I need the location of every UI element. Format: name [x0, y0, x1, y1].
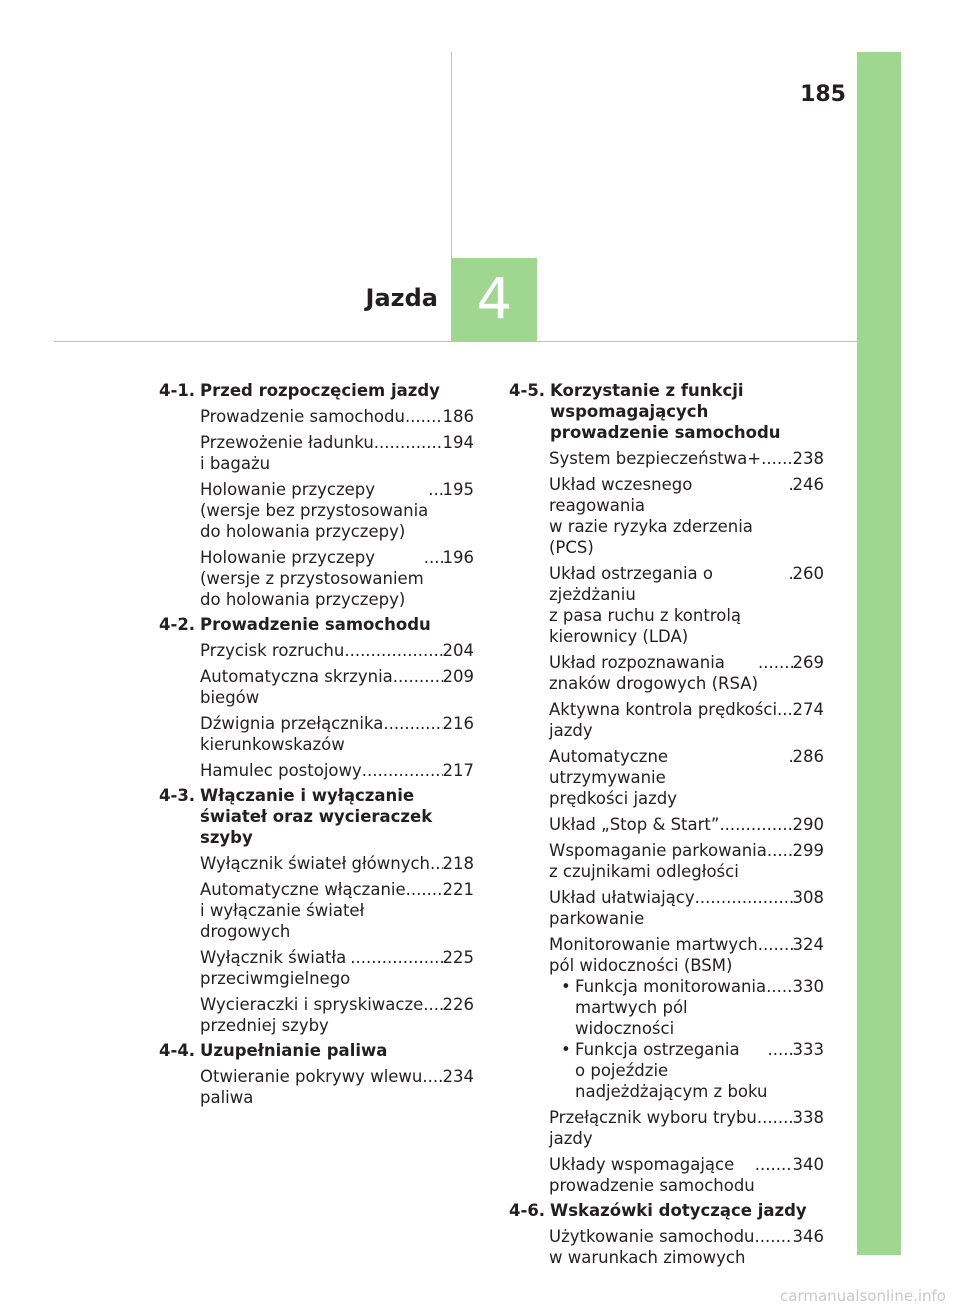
toc-entry-text — [200, 994, 443, 1036]
toc-entry-page: 195 — [442, 480, 474, 499]
dot-leader — [393, 666, 443, 687]
dot-leader — [767, 840, 793, 861]
toc-entry-text — [549, 474, 793, 558]
bullet-icon: • — [561, 977, 571, 996]
dot-leader — [758, 934, 793, 955]
toc-entry-text — [200, 406, 443, 427]
toc-entry-page: 194 — [442, 433, 474, 452]
toc-section — [159, 380, 474, 610]
toc-subentry[interactable] — [509, 976, 824, 1039]
toc-subentry-text — [575, 1039, 793, 1102]
toc-entry-page: 196 — [442, 548, 474, 567]
toc-entry-page: 290 — [792, 815, 824, 834]
section-number: 4-5. — [509, 381, 546, 400]
section-heading[interactable] — [509, 380, 824, 443]
bullet-icon: • — [561, 1040, 571, 1059]
toc-subentry-text — [575, 976, 793, 1039]
toc-entry-text — [549, 814, 793, 835]
section-title: Włączanie i wyłączanie świateł oraz wycieraczek szyby — [200, 786, 433, 847]
dot-leader — [757, 1107, 793, 1128]
toc-entry-title: Dźwignia przełącznika kierunkowskazów — [200, 714, 384, 754]
toc-entry-page: 217 — [442, 761, 474, 780]
toc-entry[interactable] — [159, 406, 474, 427]
toc-entry-page: 338 — [792, 1108, 824, 1127]
dot-leader — [766, 976, 792, 997]
toc-entry-title: Przełącznik wyboru trybu jazdy — [549, 1108, 757, 1148]
dot-leader — [374, 432, 443, 453]
toc-entry-title: Automatyczna skrzynia biegów — [200, 667, 393, 707]
toc-entry[interactable] — [159, 713, 474, 755]
dot-leader — [405, 406, 443, 427]
toc-entry-title: Układ „Stop & Start” — [549, 815, 720, 834]
toc-section — [159, 614, 474, 781]
toc-entry-text — [200, 666, 443, 708]
toc-entry-page: 225 — [442, 948, 474, 967]
toc-entry-page: 340 — [792, 1155, 824, 1174]
dot-leader — [428, 479, 442, 500]
toc-entry-title: Aktywna kontrola prędkości jazdy — [549, 700, 778, 740]
chapter-tab-strip — [857, 52, 901, 1255]
toc-entry[interactable] — [509, 474, 824, 558]
toc-entry-title: Przewożenie ładunku i bagażu — [200, 433, 374, 473]
toc-entry-page: 286 — [792, 747, 824, 766]
toc-entry[interactable] — [159, 432, 474, 474]
toc-entry[interactable] — [509, 934, 824, 976]
toc-entry[interactable] — [509, 1154, 824, 1196]
toc-entry[interactable] — [159, 947, 474, 989]
section-title: Prowadzenie samochodu — [200, 615, 431, 634]
toc-entry-text — [200, 1066, 443, 1108]
toc-entry-text — [549, 1154, 793, 1196]
toc-entry[interactable] — [509, 1107, 824, 1149]
dot-leader — [423, 994, 442, 1015]
toc-entry-page: 221 — [442, 880, 474, 899]
toc-entry-page: 274 — [792, 700, 824, 719]
toc-entry-text — [549, 699, 793, 741]
toc-entry-title: Holowanie przyczepy (wersje z przystosowaniem do holowania przyczepy) — [200, 548, 424, 609]
page-number: 185 — [800, 82, 846, 107]
toc-entry[interactable] — [159, 853, 474, 874]
toc-entry-text — [549, 746, 793, 809]
toc-entry-text — [549, 563, 793, 647]
toc-entry-title: Użytkowanie samochodu w warunkach zimowych — [549, 1227, 755, 1267]
toc-entry[interactable] — [509, 652, 824, 694]
toc-entry-title: System bezpieczeństwa+ — [549, 449, 762, 468]
section-title: Przed rozpoczęciem jazdy — [200, 381, 440, 400]
section-heading[interactable] — [159, 1040, 474, 1061]
dot-leader — [350, 947, 442, 968]
toc-entry-page: 238 — [792, 449, 824, 468]
toc-subentry-page: 333 — [792, 1040, 824, 1059]
toc-entry-text — [200, 547, 443, 610]
toc-subentry-title: Funkcja monitorowania martwych pól widoczności — [575, 977, 767, 1038]
section-number: 4-6. — [509, 1201, 546, 1220]
toc-entry-title: Wyłącznik świateł głównych — [200, 854, 431, 873]
toc-entry-text — [549, 1226, 793, 1268]
toc-entry-title: Układ wczesnego reagowania w razie ryzyka zderzenia (PCS) — [549, 475, 753, 557]
toc-entry-page: 324 — [792, 935, 824, 954]
toc-entry-title: Układy wspomagające prowadzenie samochodu — [549, 1155, 755, 1195]
section-title: Uzupełnianie paliwa — [200, 1041, 388, 1060]
toc-entry-text — [549, 1107, 793, 1149]
dot-leader — [362, 760, 443, 781]
dot-leader — [406, 879, 443, 900]
dot-leader — [758, 652, 792, 673]
toc-entry-title: Wyłącznik światła przeciwmgielnego — [200, 948, 351, 988]
toc-entry[interactable] — [159, 640, 474, 661]
chapter-title: Jazda — [365, 284, 438, 312]
toc-entry[interactable] — [509, 887, 824, 929]
toc-entry-text — [549, 448, 793, 469]
toc-entry-title: Przycisk rozruchu — [200, 641, 345, 660]
section-title: Korzystanie z funkcji wspomagających prowadzenie samochodu — [550, 381, 781, 442]
toc-entry-page: 216 — [442, 714, 474, 733]
section-title: Wskazówki dotyczące jazdy — [550, 1201, 807, 1220]
toc-subentry-page: 330 — [792, 977, 824, 996]
toc-entry[interactable] — [159, 879, 474, 942]
toc-entry-text — [200, 760, 443, 781]
toc-entry-text — [200, 479, 443, 542]
toc-entry-title: Monitorowanie martwych pól widoczności (BSM) — [549, 935, 758, 975]
toc-entry[interactable] — [509, 448, 824, 469]
toc-entry[interactable] — [159, 547, 474, 610]
toc-entry-title: Wycieraczki i spryskiwacze przedniej szyby — [200, 995, 424, 1035]
dot-leader — [695, 887, 793, 908]
toc-entry-page: 346 — [792, 1227, 824, 1246]
dot-leader — [768, 1039, 793, 1060]
toc-entry-text — [200, 713, 443, 755]
toc-entry-text — [200, 853, 443, 874]
dot-leader — [761, 448, 792, 469]
toc-entry-page: 226 — [442, 995, 474, 1014]
toc-entry[interactable] — [509, 840, 824, 882]
dot-leader — [422, 1066, 442, 1087]
toc-subentry-title: Funkcja ostrzegania o pojeździe nadjeżdżającym z boku — [575, 1040, 768, 1101]
dot-leader — [777, 699, 792, 720]
toc-section — [159, 785, 474, 1036]
toc-entry[interactable] — [159, 1066, 474, 1108]
dot-leader — [430, 853, 442, 874]
toc-entry[interactable] — [509, 699, 824, 741]
section-number: 4-3. — [159, 786, 196, 805]
section-number: 4-1. — [159, 381, 196, 400]
watermark: carmanualsonline.info — [780, 1287, 946, 1305]
toc-entry-title: Wspomaganie parkowania z czujnikami odległości — [549, 841, 767, 881]
toc-entry-page: 218 — [442, 854, 474, 873]
toc-entry[interactable] — [509, 563, 824, 647]
toc-entry-page: 246 — [792, 475, 824, 494]
toc-entry-page: 260 — [792, 564, 824, 583]
toc-entry-title: Automatyczne utrzymywanie prędkości jazdy — [549, 747, 678, 808]
toc-entry-text — [200, 947, 443, 989]
toc-left-column — [159, 380, 474, 1112]
toc-entry[interactable] — [159, 760, 474, 781]
toc-entry[interactable] — [159, 479, 474, 542]
toc-entry-text — [549, 840, 793, 882]
section-heading[interactable] — [509, 1200, 824, 1221]
toc-entry-title: Układ ułatwiający parkowanie — [549, 888, 695, 928]
toc-entry-title: Holowanie przyczepy (wersje bez przystosowania do holowania przyczepy) — [200, 480, 429, 541]
dot-leader — [344, 640, 442, 661]
toc-entry[interactable] — [509, 814, 824, 835]
toc-entry-text — [549, 887, 793, 929]
dot-leader — [719, 814, 792, 835]
dot-leader — [755, 1226, 793, 1247]
toc-entry[interactable] — [509, 746, 824, 809]
toc-entry-page: 186 — [442, 407, 474, 426]
toc-entry-page: 234 — [442, 1067, 474, 1086]
toc-right-column — [509, 380, 824, 1272]
toc-entry-title: Układ rozpoznawania znaków drogowych (RSA) — [549, 653, 759, 693]
toc-entry[interactable] — [159, 666, 474, 708]
toc-section — [509, 380, 824, 1196]
section-number: 4-4. — [159, 1041, 196, 1060]
toc-subentry[interactable] — [509, 1039, 824, 1102]
toc-entry[interactable] — [159, 994, 474, 1036]
toc-entry-text — [549, 652, 793, 694]
toc-section — [509, 1200, 824, 1268]
section-number: 4-2. — [159, 615, 196, 634]
toc-entry-page: 269 — [792, 653, 824, 672]
toc-entry-text — [549, 934, 793, 976]
toc-entry-page: 204 — [442, 641, 474, 660]
toc-entry-text — [200, 640, 443, 661]
toc-entry-page: 308 — [792, 888, 824, 907]
section-heading[interactable] — [159, 785, 474, 848]
toc-entry-title: Automatyczne włączanie i wyłączanie świateł drogowych — [200, 880, 406, 941]
toc-entry-title: Otwieranie pokrywy wlewu paliwa — [200, 1067, 423, 1107]
toc-section — [159, 1040, 474, 1108]
section-heading[interactable] — [159, 380, 474, 401]
toc-entry-title: Prowadzenie samochodu — [200, 407, 405, 426]
section-heading[interactable] — [159, 614, 474, 635]
dot-leader — [424, 547, 443, 568]
toc-entry-text — [200, 879, 443, 942]
dot-leader — [755, 1154, 793, 1175]
toc-entry-title: Układ ostrzegania o zjeżdżaniu z pasa ruchu z kontrolą kierownicy (LDA) — [549, 564, 742, 646]
toc-entry-text — [200, 432, 443, 474]
chapter-number: 4 — [476, 267, 513, 332]
toc-entry-page: 209 — [442, 667, 474, 686]
chapter-number-box — [452, 258, 537, 342]
toc-entry-page: 299 — [792, 841, 824, 860]
toc-entry-title: Hamulec postojowy — [200, 761, 362, 780]
dot-leader — [383, 713, 442, 734]
toc-entry[interactable] — [509, 1226, 824, 1268]
